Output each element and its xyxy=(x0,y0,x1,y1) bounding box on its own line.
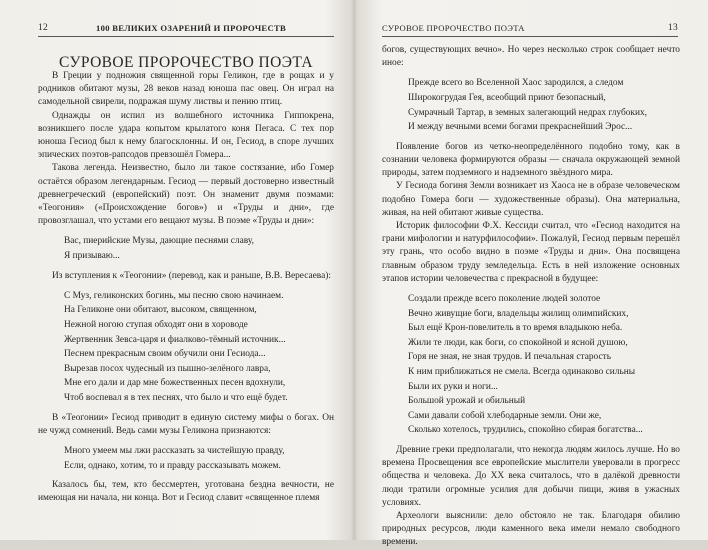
verse-line: Жертвенник Зевса-царя и фиалково-тёмный источник... xyxy=(64,334,286,345)
verse-line: Прежде всего во Вселенной Хаос зародился, а следом xyxy=(408,78,624,89)
left-page-body xyxy=(38,70,334,506)
verse-line: И между вечными всеми богами прекраснейший Эрос... xyxy=(408,122,633,133)
verse-line: Вырезав посох чудесный из пышно-зелёного лавра, xyxy=(64,363,271,374)
verse-line: Чтоб воспевал я в тех песнях, что было и что ещё будет. xyxy=(64,392,288,403)
right-running-head: СУРОВОЕ ПРОРОЧЕСТВО ПОЭТА xyxy=(382,23,525,33)
left-running-head: 100 ВЕЛИКИХ ОЗАРЕНИЙ И ПРОРОЧЕСТВ xyxy=(96,23,287,33)
verse-line: Вас, пиерийские Музы, дающие песнями славу, xyxy=(64,236,254,247)
verse-line: Вечно живущие боги, владельцы жилищ олимпийских, xyxy=(408,308,629,319)
paragraph: Древние греки предполагали, что некогда людям жилось лучше. Но во времена Просвещения все европейские мыслители уверовали в прогресс общества и человека. До XX века считалось, что в далёкой древности люди тратили огромные усилия для добычи пищи, живя в ужасных условиях. xyxy=(382,444,680,508)
verse-line: Я призываю... xyxy=(64,251,120,262)
verse-block xyxy=(408,76,680,134)
right-page-body xyxy=(382,44,680,550)
verse-block xyxy=(408,292,680,438)
left-page-number: 12 xyxy=(38,23,49,33)
verse-line: Сколько хотелось, трудились, спокойно сбирая богатства... xyxy=(408,425,643,436)
verse-line: С Муз, геликонских богинь, мы песню свою начинаем. xyxy=(64,290,284,301)
right-page-number: 13 xyxy=(667,23,678,33)
paragraph: В Греции у подножия священной горы Геликон, где в рощах и у родников обитают музы, 28 веков назад юноша пас овец. Он играл на самодельной свирели, подражая шуму листвы и пению птиц. xyxy=(38,71,334,108)
paragraph: Из вступления к «Теогонии» (перевод, как и раньше, В.В. Вересаева): xyxy=(52,270,331,281)
verse-line: Песнем прекрасным своим обучили они Гесиода... xyxy=(64,349,266,360)
verse-line: Были их руки и ноги... xyxy=(408,381,498,392)
verse-line: Широкогрудая Гея, всеобщий приют безопасный, xyxy=(408,93,606,103)
verse-block xyxy=(64,234,334,263)
verse-line: Мне его дали и дар мне божественных песен вдохнули, xyxy=(64,378,286,389)
right-page xyxy=(354,0,708,548)
chapter-title: СУРОВОЕ ПРОРОЧЕСТВО ПОЭТА xyxy=(58,54,314,72)
paragraph: богов, существующих вечно». Но через несколько строк сообщает нечто иное: xyxy=(382,45,680,69)
left-page xyxy=(0,0,354,540)
verse-line: На Геликоне они обитают, высоком, священном, xyxy=(64,305,257,316)
verse-line: Сами давали собой хлебодарные земли. Они же, xyxy=(408,410,602,421)
verse-line: Нежной ногою ступая обходят они в хороводе xyxy=(64,320,248,331)
verse-line: К ним приближаться не смела. Всегда одинаково сильны xyxy=(408,366,636,377)
paragraph: Однажды он испил из волшебного источника Гиппокрена, возникшего после удара копытом крылатого коня Пегаса. С тех пор юноша Гесиод был к нему благосклонны. И он, Гесиод, в споре лучших эпических поэтов-рапсодов превзошёл Гомера... xyxy=(38,110,334,161)
verse-line: Большой урожай и обильный xyxy=(408,396,526,407)
paragraph: Появление богов из четко-неопределённого подобно тому, как в сознании человека формируются образы — сначала окружающей земной природы, затем подземного и надземного звёздного мира. xyxy=(382,141,680,179)
paragraph: Такова легенда. Неизвестно, было ли такое состязание, ибо Гомер остаётся образом легендарным. Гесиод — первый достоверно известный древнегреческий (европейский) поэт. Он знаменит двумя поэмами: «Теогония» («Происхождение богов») и «Труды и дни», где провозглашал, что устами его вещают музы. В поэме «Труды и дни»: xyxy=(38,163,334,227)
verse-block xyxy=(64,444,334,473)
verse-line: Если, однако, хотим, то и правду рассказывать можем. xyxy=(64,460,281,471)
paragraph: Археологи выяснили: дело обстояло не так. Благодаря обилию природных ресурсов, люди каменного века имели немало свободного времени. xyxy=(382,510,680,548)
verse-block xyxy=(64,289,334,406)
left-page-header xyxy=(38,22,334,37)
verse-line: Сумрачный Тартар, в земных залегающий недрах глубоких, xyxy=(408,107,648,118)
paragraph: В «Теогонии» Гесиод приводит в единую систему мифы о богах. Он не чужд сомнений. Ведь сами музы Геликона признаются: xyxy=(38,412,334,436)
verse-line: Много умеем мы лжи рассказать за чистейшую правду, xyxy=(64,445,285,456)
right-page-header xyxy=(382,22,678,37)
verse-line: Горя не зная, не зная трудов. И печальная старость xyxy=(408,352,612,363)
paragraph: У Гесиода богиня Земли возникает из Хаоса не в образе человеческом подобно Гомера боги — художественные образы). Она материальна, живая, на ней обитают живые существа. xyxy=(382,181,680,218)
verse-line: Создали прежде всего поколение людей золотое xyxy=(408,294,601,305)
paragraph: Казалось бы, тем, кто бессмертен, уготована бездна вечности, не имеющая ни начала, ни конца. Вот и Гесиод славит «священное племя xyxy=(38,480,334,504)
paragraph: Историк философии Ф.Х. Кессиди считал, что «Гесиод находится на грани мифологии и натурфилософии». Пожалуй, Гесиод первым перешёл эту грань, что особо видно в поэме «Труды и дни». Она посвящена главным образом труду земледельца. Есть в ней изложение основных этапов истории человечества с прекрасной в будущее: xyxy=(382,221,680,284)
verse-line: Жили те люди, как боги, со спокойной и ясной душою, xyxy=(408,337,628,348)
verse-line: Был ещё Крон-повелитель в то время владыкою неба. xyxy=(408,323,623,334)
